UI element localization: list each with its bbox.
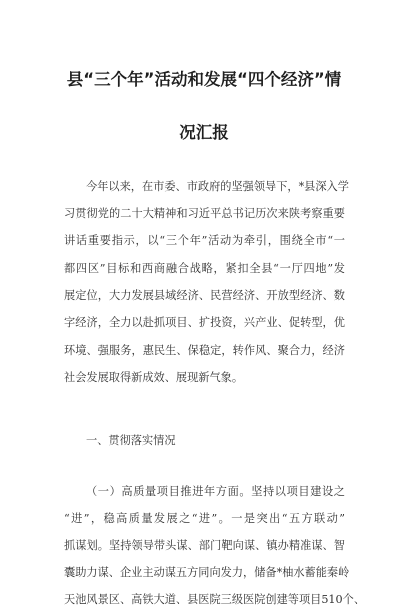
paragraph-line: 讲话重要指示，以“三个年”活动为牵引，围绕全市“一	[64, 234, 345, 247]
paragraph-line: 天池风景区、高铁大道、县医院三级医院创建等项目510个、	[64, 593, 366, 606]
document-title-line-1: 县“三个年”活动和发展“四个经济”情	[66, 70, 342, 89]
paragraph-line: 环境、强服务，惠民生、保稳定，转作风、聚合力，经济	[64, 344, 345, 357]
paragraph-line: 展定位，大力发展县域经济、民营经济、开放型经济、数	[64, 289, 345, 302]
paragraph-line: 今年以来，在市委、市政府的坚强领导下，*县深入学	[86, 180, 349, 193]
paragraph-line: 都四区”目标和西商融合战略，紧扣全县“一厅四地”发	[64, 262, 345, 275]
paragraph-line: 囊助力谋、企业主动谋五方同向发力，储备*柚水蓄能秦岭	[64, 566, 350, 579]
paragraph-line: 字经济，全力以赴抓项目、扩投资，兴产业、促转型，优	[64, 316, 345, 329]
paragraph-line: 习贯彻党的二十大精神和习近平总书记历次来陕考察重要	[64, 207, 345, 220]
paragraph-line: （一）高质量项目推进年方面。坚持以项目建设之	[86, 485, 345, 498]
section-heading: 一、贯彻落实情况	[86, 434, 176, 447]
paragraph-line: 抓谋划。坚持领导带头谋、部门靶向谋、镇办精准谋、智	[64, 539, 345, 552]
document-title-line-2: 况汇报	[179, 123, 229, 142]
paragraph-line: 社会发展取得新成效、展现新气象。	[64, 371, 244, 384]
paragraph-line: “进”，稳高质量发展之“进”。一是突出“五方联动”	[64, 512, 345, 525]
